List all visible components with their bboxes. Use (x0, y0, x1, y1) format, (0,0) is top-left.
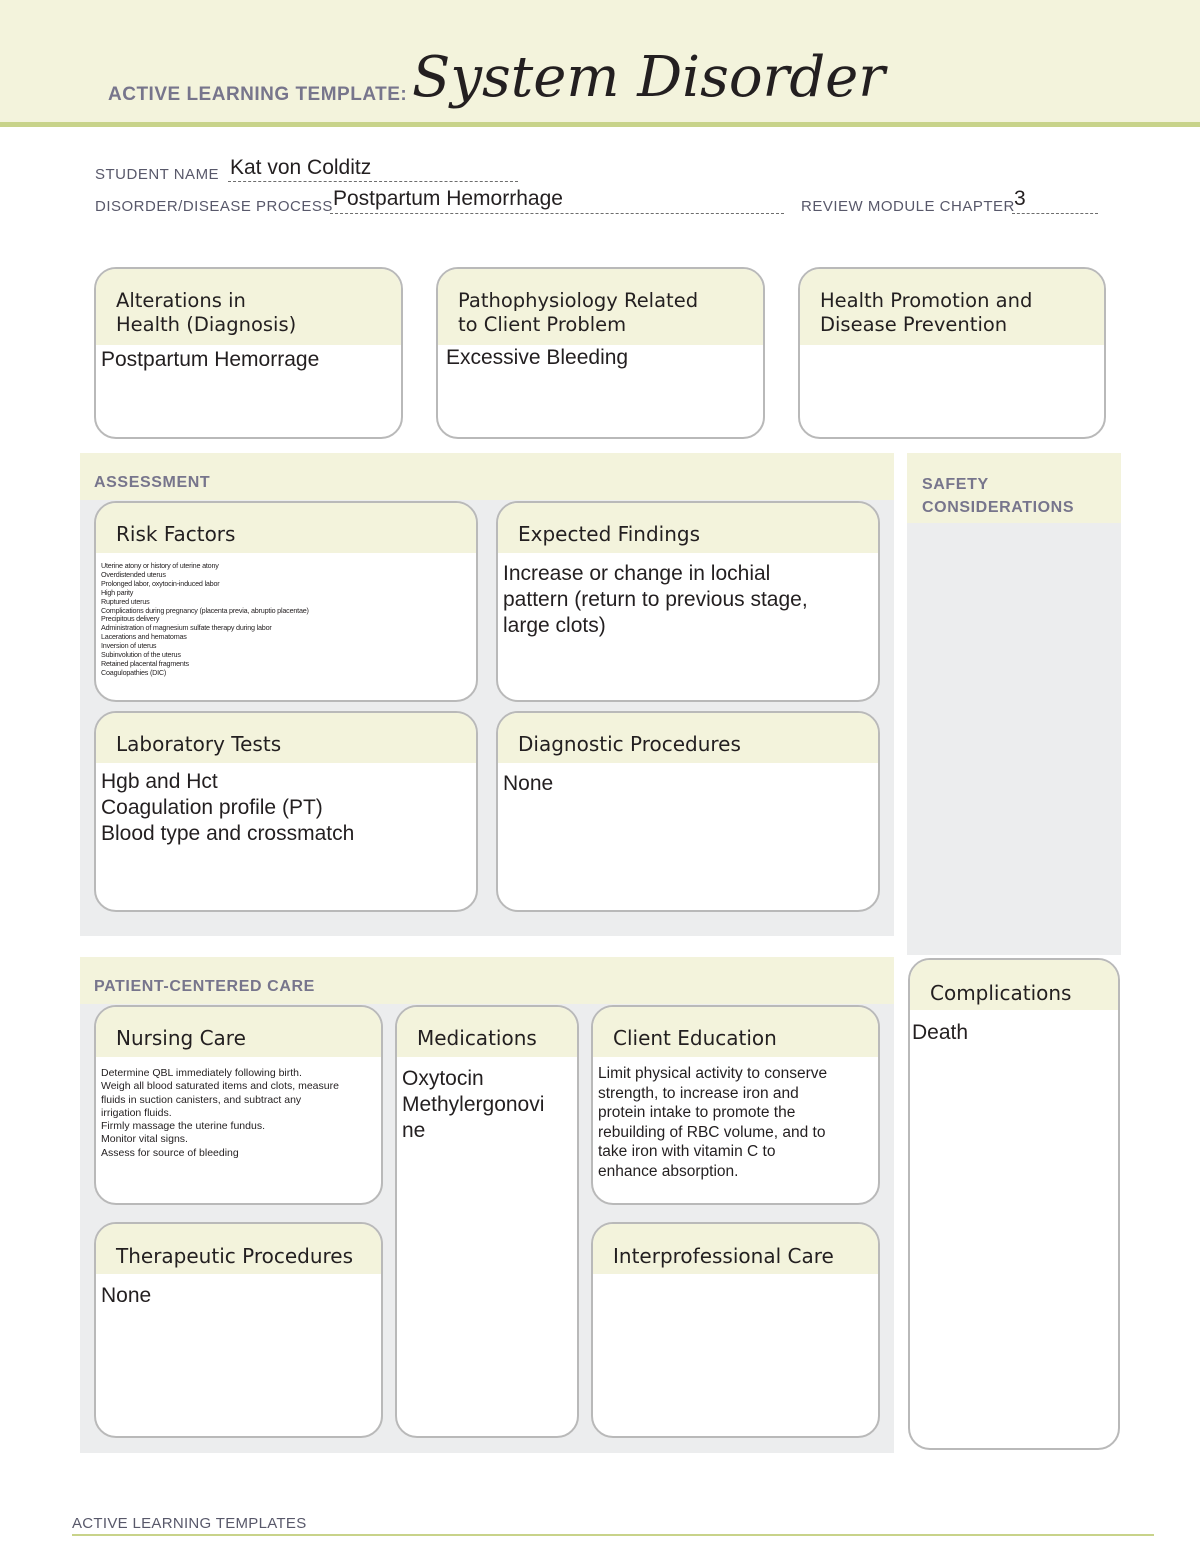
health-promotion-title: Health Promotion and Disease Prevention (820, 289, 1033, 336)
alterations-body[interactable]: Postpartum Hemorrage (101, 348, 320, 371)
safety-title: SAFETY CONSIDERATIONS (922, 476, 1075, 516)
disorder-value[interactable]: Postpartum Hemorrhage (333, 187, 563, 210)
laboratory-tests-card (94, 711, 478, 912)
client-education-body[interactable]: Limit physical activity to conserve strength, to increase iron and protein intake to promote the rebuilding of RBC volume, and to take iron with vitamin C to enhance absorption. (598, 1065, 828, 1180)
medications-body[interactable]: Oxytocin Methylergonovi ne (402, 1067, 545, 1142)
client-education-card (591, 1005, 880, 1205)
chapter-label: REVIEW MODULE CHAPTER (801, 198, 1015, 215)
expected-findings-body[interactable]: Increase or change in lochial pattern (return to previous stage, large clots) (503, 562, 808, 637)
health-promotion-card (798, 267, 1106, 439)
chapter-line (1012, 213, 1098, 214)
interprofessional-care-card (591, 1222, 880, 1438)
student-name-value[interactable]: Kat von Colditz (230, 156, 372, 179)
alterations-title: Alterations in Health (Diagnosis) (116, 289, 297, 336)
laboratory-tests-body[interactable]: Hgb and Hct Coagulation profile (PT) Blood type and crossmatch (101, 770, 355, 845)
complications-title: Complications (930, 981, 1072, 1005)
diagnostic-procedures-title: Diagnostic Procedures (518, 732, 741, 756)
footer-text: ACTIVE LEARNING TEMPLATES (72, 1515, 307, 1532)
student-name-line (228, 181, 518, 182)
disorder-line (330, 213, 784, 214)
nursing-care-card (94, 1005, 383, 1205)
complications-body[interactable]: Death (912, 1021, 969, 1044)
therapeutic-procedures-title: Therapeutic Procedures (116, 1244, 354, 1268)
therapeutic-procedures-card (94, 1222, 383, 1438)
nursing-care-title: Nursing Care (116, 1026, 246, 1050)
alterations-card (94, 267, 403, 439)
patient-care-title: PATIENT-CENTERED CARE (94, 978, 315, 995)
interprofessional-care-title: Interprofessional Care (613, 1244, 834, 1268)
medications-card (395, 1005, 579, 1438)
pathophysiology-title: Pathophysiology Related to Client Problem (458, 289, 699, 336)
diagnostic-procedures-body[interactable]: None (503, 772, 554, 795)
nursing-care-body[interactable]: Determine QBL immediately following birth. Weigh all blood saturated items and clots, measure fluids in suction canisters, and subtract any irrigation fluids. Firmly massage the uterine fundus. Monitor vital signs. Assess for source of bleeding (101, 1067, 339, 1159)
header-rule (0, 122, 1200, 127)
risk-factors-body[interactable]: Uterine atony or history of uterine atony Overdistended uterus Prolonged labor, oxytocin-induced labor High parity Ruptured uterus Complications during pregnancy (placenta previa, abruptio placentae) Precipitous delivery Administration of magnesium sulfate therapy during labor Lacerations and hematomas Inversion of uterus Subinvolution of the uterus Retained placental fragments Coagulopathies (DIC) (101, 561, 309, 677)
student-name-label: STUDENT NAME (95, 166, 220, 183)
risk-factors-card (94, 501, 478, 702)
chapter-value[interactable]: 3 (1014, 187, 1026, 210)
pathophysiology-body[interactable]: Excessive Bleeding (446, 346, 629, 369)
expected-findings-card (496, 501, 880, 702)
expected-findings-title: Expected Findings (518, 522, 700, 546)
safety-panel (907, 453, 1121, 955)
medications-title: Medications (417, 1026, 537, 1050)
complications-card (908, 958, 1120, 1450)
pathophysiology-card (436, 267, 765, 439)
risk-factors-title: Risk Factors (116, 522, 236, 546)
client-education-title: Client Education (613, 1026, 777, 1050)
template-label: ACTIVE LEARNING TEMPLATE: (108, 84, 408, 105)
assessment-title: ASSESSMENT (94, 474, 211, 491)
template-title: System Disorder (412, 45, 886, 110)
therapeutic-procedures-body[interactable]: None (101, 1284, 152, 1307)
laboratory-tests-title: Laboratory Tests (116, 732, 282, 756)
diagnostic-procedures-card (496, 711, 880, 912)
disorder-label: DISORDER/DISEASE PROCESS (95, 198, 333, 215)
footer-rule (72, 1534, 1154, 1536)
